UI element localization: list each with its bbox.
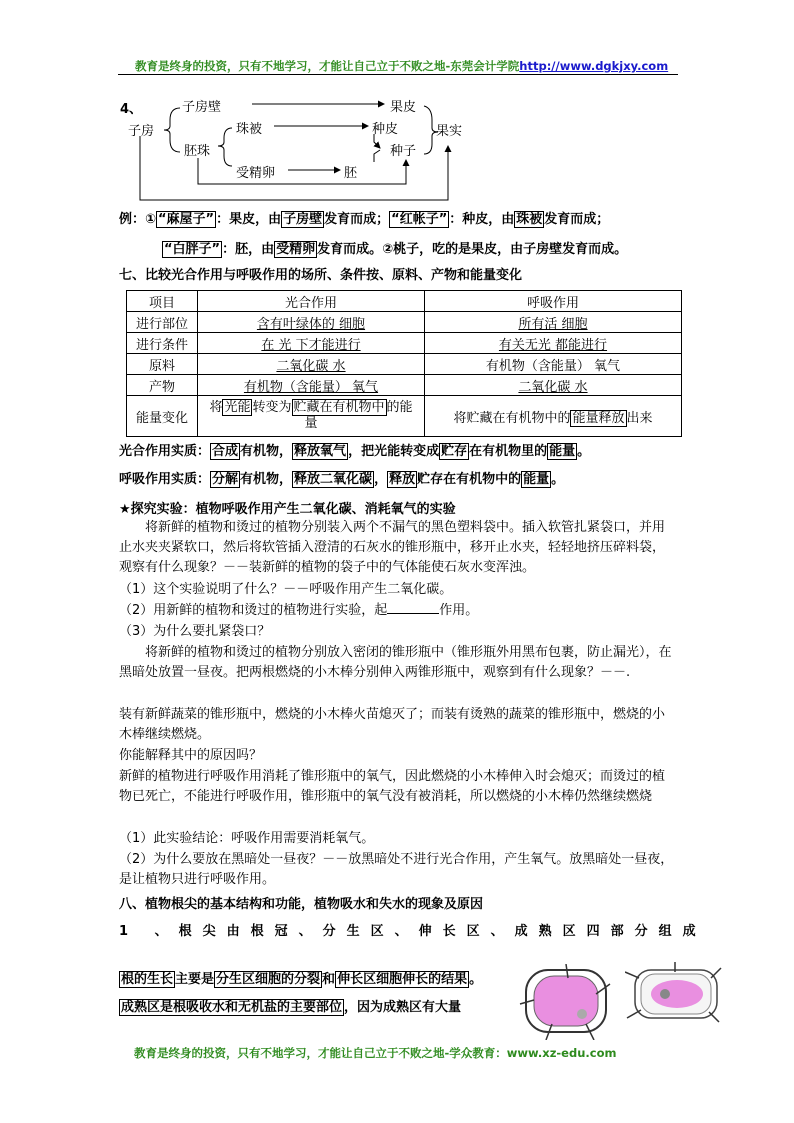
diagram-number: 4、 — [120, 102, 143, 117]
question-2: （2）用新鲜的植物和烫过的植物进行实验，起 作用。 — [119, 603, 479, 618]
label-ovule: 胚珠 — [184, 144, 211, 159]
conclusion-1: （1）此实验结论：呼吸作用需要消耗氧气。 — [119, 831, 375, 846]
experiment-paragraph-5: 新鲜的植物进行呼吸作用消耗了锥形瓶中的氧气，因此燃烧的小木棒伸入时会熄灭；而烫过的植物已死亡，不能进行呼吸作用，锥形瓶中的氧气没有被消耗，所以燃烧的小木棒仍然继续燃烧 — [119, 769, 666, 804]
label-fruit: 果实 — [436, 124, 463, 139]
section-8-title: 八、植物根尖的基本结构和功能，植物吸水和失水的现象及原因 — [119, 897, 484, 912]
respiration-essence: 呼吸作用实质： 分解 有机物， 释放二氧化碳 ， 释放 贮存在有机物中的 能量 。 — [119, 472, 565, 487]
page-header — [135, 58, 668, 74]
table-row: 进行部位 含有叶绿体的 细胞 所有活 细胞 — [127, 312, 682, 333]
label-ovary: 子房 — [128, 124, 155, 139]
experiment-paragraph-2: 将新鲜的植物和烫过的植物分别放入密闭的锥形瓶中（锥形瓶外用黑布包裹，防止漏光），在黑暗处放置一昼夜。把两根燃烧的小木棒分别伸入两锥形瓶中，观察到有什么现象？－－. — [119, 645, 672, 680]
term-house: “麻屋子” — [158, 212, 215, 227]
example-line-2: “白胖子” ：胚，由 受精卵 发育而成。②桃子，吃的是果皮，由子房壁发育而成。 — [164, 242, 628, 257]
plant-cell-image-2 — [625, 962, 725, 1028]
table-row-energy: 能量变化 将 光能 转变为 贮藏在有机物中 的能 量 将贮藏在有机物中的 能量释放 出来 — [127, 396, 682, 437]
conclusion-2: （2）为什么要放在黑暗处一昼夜？－－放黑暗处不进行光合作用，产生氧气。放黑暗处一昼夜，是让植物只进行呼吸作用。 — [119, 852, 674, 887]
header-rule — [118, 74, 678, 75]
question-3: （3）为什么要扎紧袋口？ — [119, 624, 271, 639]
photosynthesis-essence: 光合作用实质： 合成 有机物， 释放氧气 ，把光能转变成 贮存 在有机物里的 能量 。 — [119, 444, 591, 459]
experiment-paragraph-3: 装有新鲜蔬菜的锥形瓶中，燃烧的小木棒火苗熄灭了；而装有烫熟的蔬菜的锥形瓶中，燃烧的小木棒继续燃烧。 — [119, 707, 666, 742]
label-seed: 种子 — [390, 144, 417, 159]
term-tent: “红帐子” — [391, 212, 448, 227]
comparison-table — [126, 290, 682, 437]
footer-link[interactable]: www.xz-edu.com — [506, 1046, 617, 1060]
section-7-title: 七、比较光合作用与呼吸作用的场所、条件按、原料、产物和能量变化 — [119, 268, 523, 283]
section-8-line-3: 成熟区是根吸收水和无机盐的主要部位 ，因为成熟区有大量 — [121, 1000, 462, 1015]
label-integument: 珠被 — [236, 122, 263, 137]
header-text: 教育是终身的投资，只有不地学习，才能让自己立于不败之地-东莞会计学院 — [135, 59, 520, 73]
table-row: 进行条件 在 光 下才能进行 有关无光 都能进行 — [127, 333, 682, 354]
experiment-paragraph-4: 你能解释其中的原因吗？ — [119, 748, 263, 763]
page-footer — [134, 1045, 616, 1061]
experiment-paragraph-1: 将新鲜的植物和烫过的植物分别装入两个不漏气的黑色塑料袋中。插入软管扎紧袋口，并用止水夹夹紧软口，然后将软管插入澄清的石灰水的锥形瓶中，移开止水夹，轻轻地挤压碎料袋，观察有什么现象？－－装新鲜的植物的袋子中的气体能使石灰水变浑浊。 — [119, 520, 666, 575]
experiment-title: ★探究实验：植物呼吸作用产生二氧化碳、消耗氧气的实验 — [119, 502, 456, 517]
footer-text: 教育是终身的投资，只有不地学习，才能让自己立于不败之地-学众教育： — [134, 1046, 507, 1060]
section-8-line-1: 1 、根尖由根冠、分生区、伸长区、成熟区四部分组成 — [119, 924, 707, 939]
question-1: （1）这个实验说明了什么？－－呼吸作用产生二氧化碳。 — [119, 582, 453, 597]
fruit-development-diagram — [118, 96, 498, 202]
table-header-row: 项目 光合作用 呼吸作用 — [127, 291, 682, 312]
term-fat: “白胖子” — [164, 242, 221, 257]
label-ovary-wall: 子房壁 — [182, 100, 222, 115]
header-link[interactable]: http://www.dgkjxy.com — [519, 59, 669, 73]
label-seed-coat: 种皮 — [372, 122, 399, 137]
label-zygote: 受精卵 — [236, 166, 276, 181]
label-embryo: 胚 — [344, 166, 358, 181]
diagram-lines — [118, 96, 498, 202]
label-fruit-peel: 果皮 — [390, 100, 417, 115]
section-8-line-2: 根的生长 主要是 分生区细胞的分裂 和 伸长区细胞伸长的结果 。 — [121, 972, 483, 987]
plant-cell-image-1 — [516, 964, 614, 1040]
table-row: 原料 二氧化碳 水 有机物（含能量） 氧气 — [127, 354, 682, 375]
table-row: 产物 有机物（含能量） 氧气 二氧化碳 水 — [127, 375, 682, 396]
example-line-1: 例：① “麻屋子” ：果皮，由 子房壁 发育而成； “红帐子” ：种皮，由 珠被 发育而成； — [119, 212, 610, 227]
